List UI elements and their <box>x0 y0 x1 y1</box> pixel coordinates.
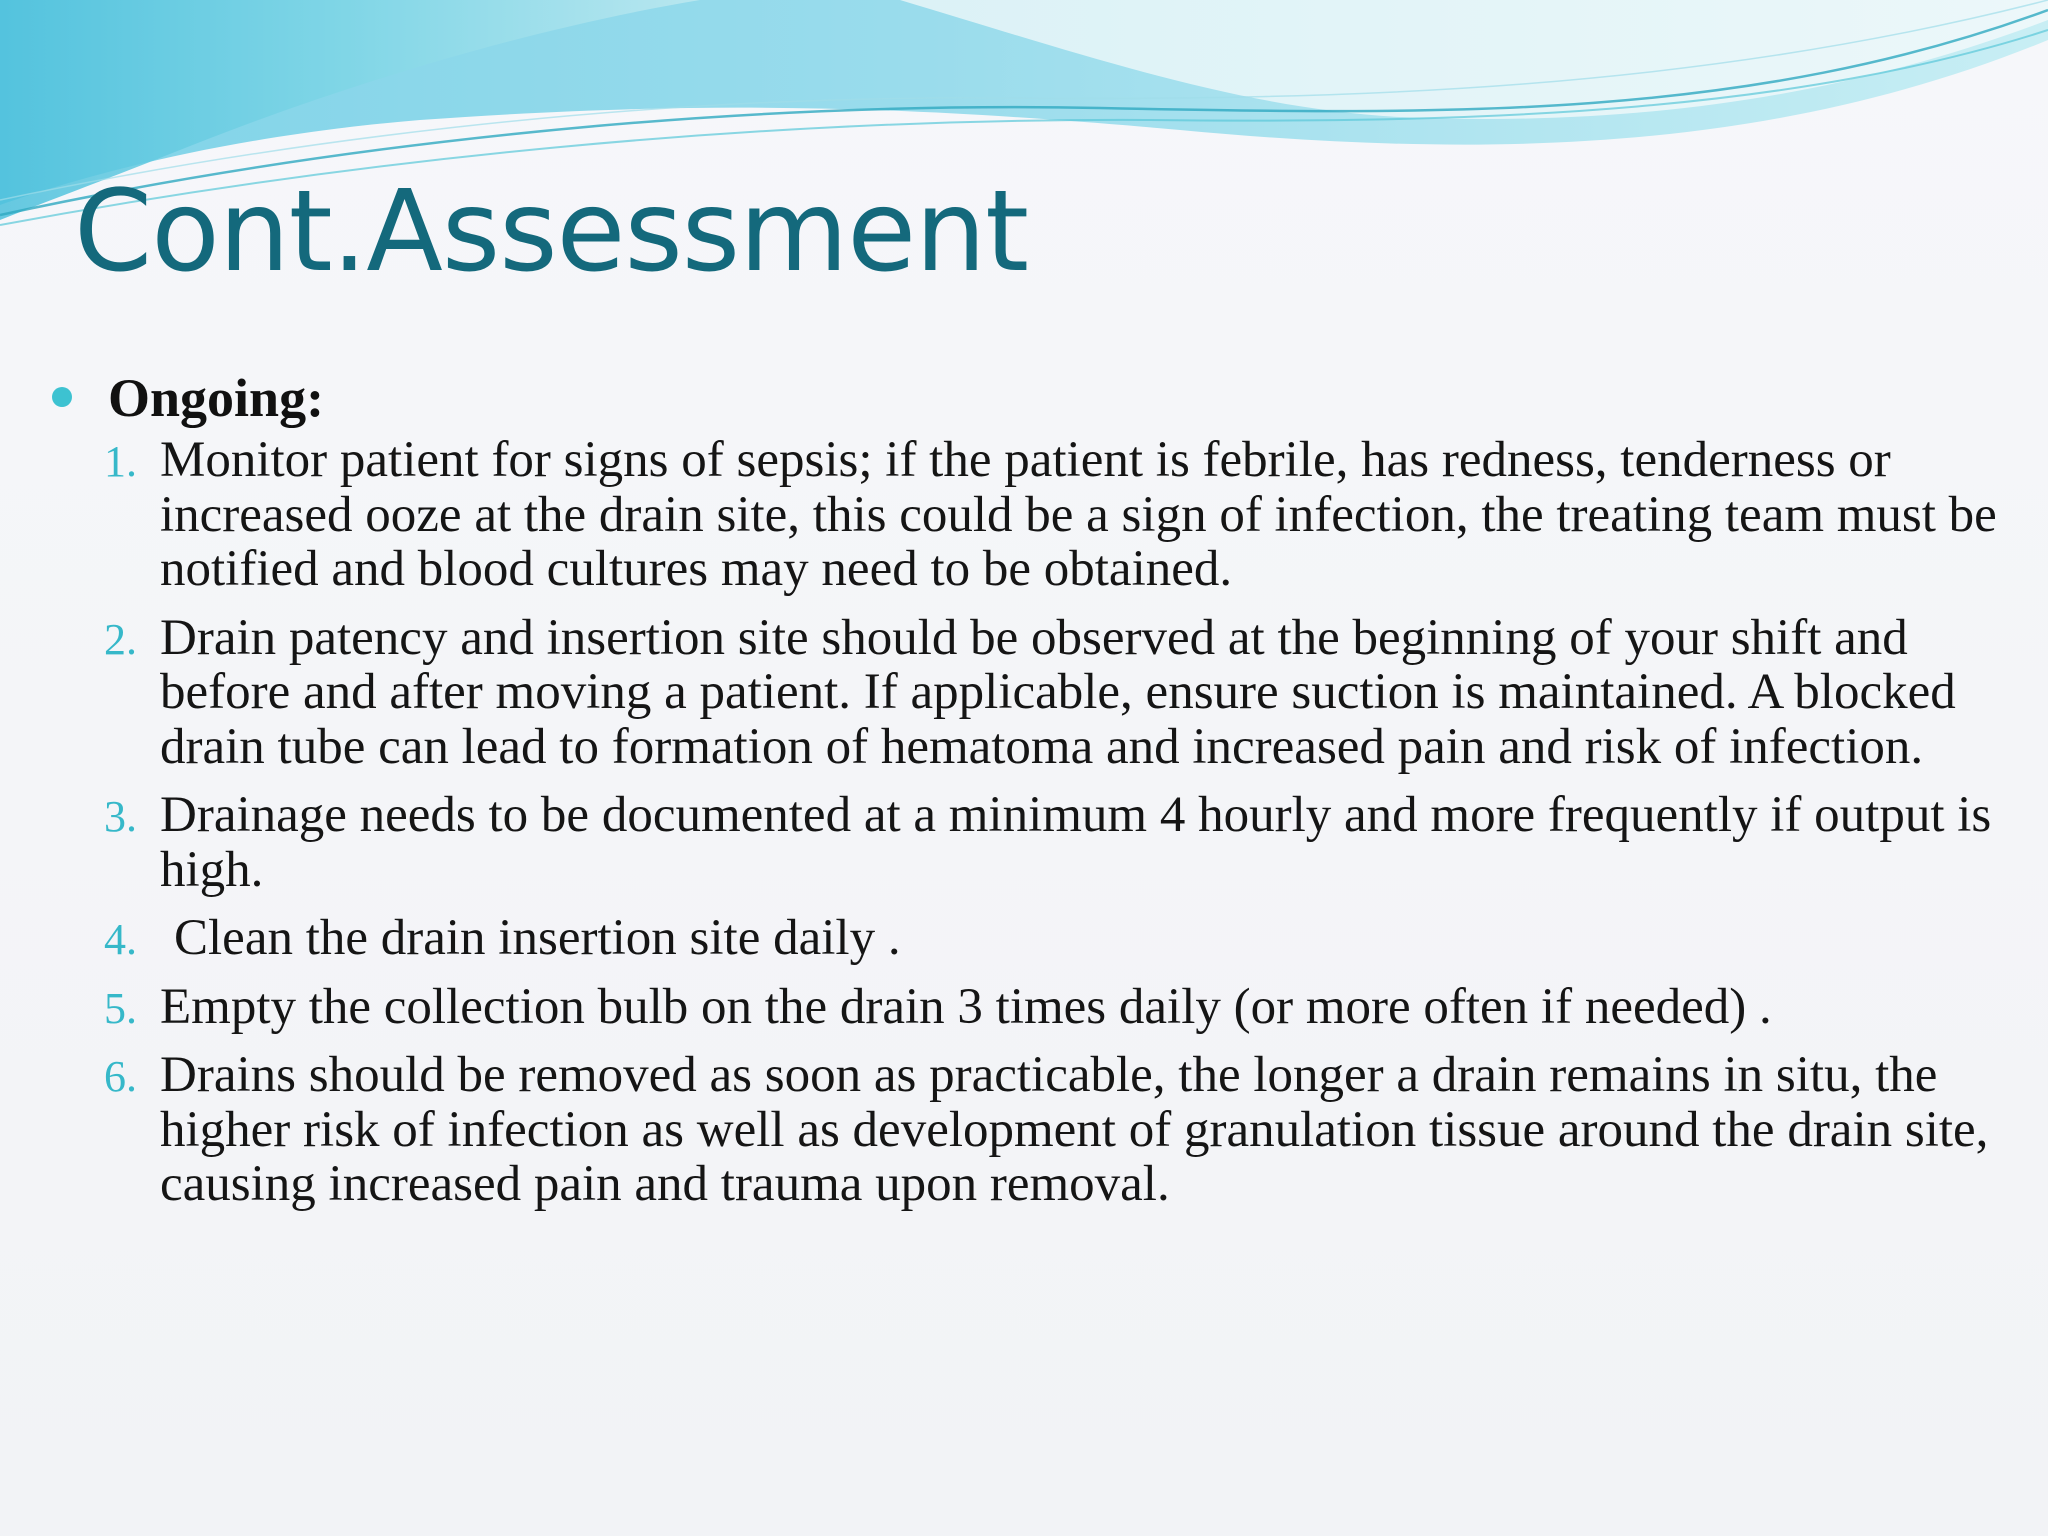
slide-title: Cont.Assessment <box>74 167 1029 297</box>
list-item-number: 1. <box>104 437 137 486</box>
list-item-text: Drain patency and insertion site should be observed at the beginning of your shift and before and after moving a patient. If applicable, ensure suction is maintained. A blocked drain tube can lead to formation of hematoma and increased pain and risk of infection. <box>160 609 1956 775</box>
list-item-number: 3. <box>104 792 137 841</box>
list-item <box>48 1048 2018 1212</box>
list-item-number: 6. <box>104 1052 137 1101</box>
numbered-list <box>48 433 2018 1212</box>
list-item-text: Drainage needs to be documented at a minimum 4 hourly and more frequently if output is high. <box>160 787 1992 898</box>
slide-body <box>48 365 2018 1226</box>
bullet-dot-icon <box>52 387 72 407</box>
section-bullet <box>48 365 2018 433</box>
list-item <box>48 433 2018 597</box>
list-item-number: 5. <box>104 983 137 1033</box>
list-item-text: Monitor patient for signs of sepsis; if the patient is febrile, has redness, tenderness or increased ooze at the drain site, this could be a sign of infection, the treating team must be notified and blood cultures may need to be obtained. <box>160 432 1997 597</box>
list-item <box>48 911 2018 966</box>
list-item <box>48 980 2018 1035</box>
list-item <box>48 611 2018 775</box>
section-heading: Ongoing: <box>108 368 325 428</box>
list-item <box>48 788 2018 897</box>
list-item-text: Clean the drain insertion site daily . <box>174 910 901 966</box>
list-item-number: 4. <box>104 915 137 964</box>
list-item-text: Drains should be removed as soon as practicable, the longer a drain remains in situ, the higher risk of infection as well as development of granulation tissue around the drain site, causing increased pain and trauma upon removal. <box>160 1047 1989 1212</box>
list-item-number: 2. <box>104 614 137 664</box>
list-item-text: Empty the collection bulb on the drain 3 times daily (or more often if needed) . <box>160 978 1772 1035</box>
